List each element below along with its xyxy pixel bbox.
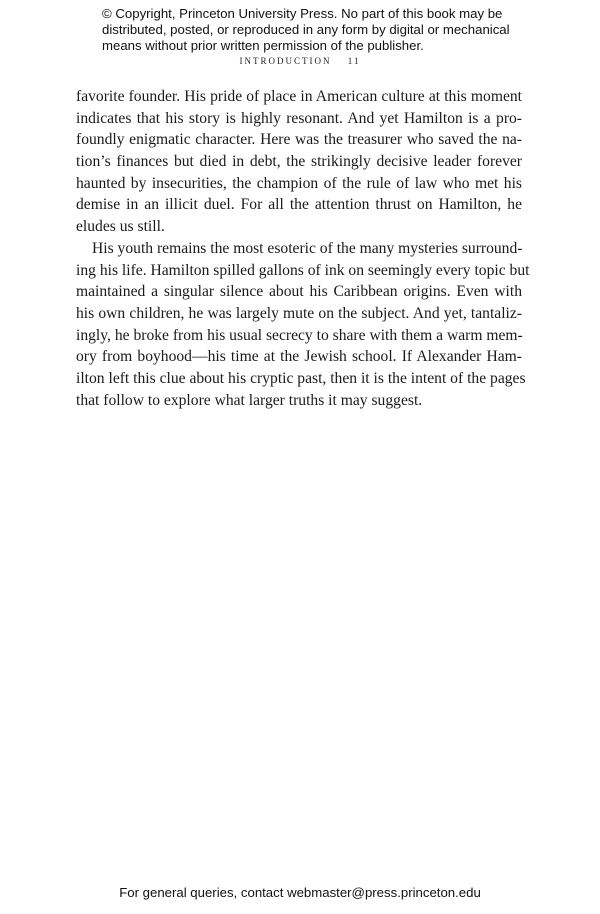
text-line: ing his life. Hamilton spilled gallons of ink on seemingly every topic but bbox=[76, 261, 530, 279]
copyright-notice bbox=[102, 6, 522, 54]
page-number: 11 bbox=[347, 56, 361, 66]
footer-contact: For general queries, contact webmaster@press.princeton.edu bbox=[119, 885, 481, 900]
text-line: that follow to explore what larger truths it may suggest. bbox=[76, 391, 423, 409]
running-head bbox=[0, 56, 600, 66]
text-line: eludes us still. bbox=[76, 218, 165, 236]
chapter-title: INTRODUCTION bbox=[239, 56, 332, 66]
copyright-line: means without prior written permission of the publisher. bbox=[102, 38, 424, 53]
text-line: demise in an illicit duel. For all the attention thrust on Hamilton, he bbox=[76, 196, 522, 214]
text-line: favorite founder. His pride of place in American culture at this moment bbox=[76, 88, 522, 105]
text-line: ory from boyhood—his time at the Jewish school. If Alexander Ham- bbox=[76, 348, 522, 366]
text-line: maintained a singular silence about his Caribbean origins. Even with bbox=[76, 283, 522, 301]
body-text bbox=[76, 86, 530, 411]
paragraph bbox=[76, 86, 522, 238]
text-line: tion’s finances but died in debt, the strikingly decisive leader forever bbox=[76, 153, 522, 171]
text-line: his own children, he was largely mute on the subject. And yet, tantaliz- bbox=[76, 304, 522, 322]
text-line: foundly enigmatic character. Here was the treasurer who saved the na- bbox=[76, 131, 522, 149]
copyright-line: distributed, posted, or reproduced in any form by digital or mechanical bbox=[102, 22, 510, 37]
text-line: haunted by insecurities, the champion of the rule of law who met his bbox=[76, 174, 522, 192]
text-line: indicates that his story is highly resonant. And yet Hamilton is a pro- bbox=[76, 109, 522, 127]
text-line: His youth remains the most esoteric of the many mysteries surround- bbox=[92, 239, 523, 257]
copyright-line: © Copyright, Princeton University Press. No part of this book may be bbox=[102, 6, 503, 21]
text-line: ingly, he broke from his usual secrecy to share with them a warm mem- bbox=[76, 326, 523, 344]
text-line: ilton left this clue about his cryptic past, then it is the intent of the pages bbox=[76, 369, 526, 387]
paragraph bbox=[76, 238, 530, 412]
